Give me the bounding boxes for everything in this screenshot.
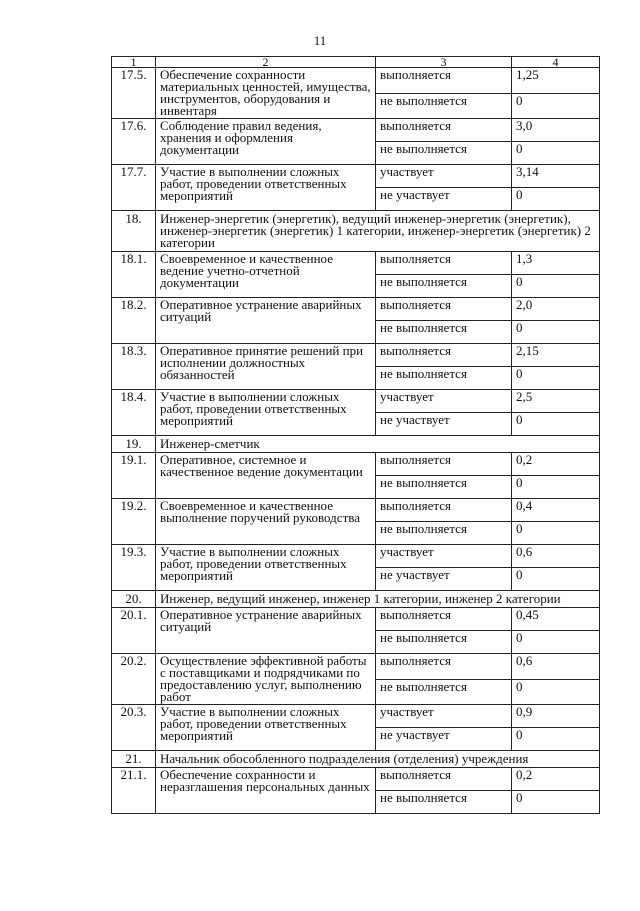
item-number: 17.5. — [112, 68, 156, 119]
item-number: 19.1. — [112, 453, 156, 499]
section-title: Инженер-энергетик (энергетик), ведущий инженер-энергетик (энергетик), инженер-энергетик (энергетик) 1 категории, инженер-энергетик (энергетик) 2 категории — [156, 211, 600, 252]
condition-not-met: не выполняется — [376, 476, 512, 499]
section-title: Инженер, ведущий инженер, инженер 1 категории, инженер 2 категории — [156, 591, 600, 608]
condition-met: выполняется — [376, 499, 512, 522]
table-row — [112, 499, 600, 522]
section-number: 20. — [112, 591, 156, 608]
item-number: 18.2. — [112, 298, 156, 344]
condition-not-met: не участвует — [376, 413, 512, 436]
coefficient-met: 0,2 — [512, 453, 600, 476]
table-body — [112, 68, 600, 814]
condition-met: выполняется — [376, 608, 512, 631]
item-number: 20.1. — [112, 608, 156, 654]
item-number: 19.2. — [112, 499, 156, 545]
coefficient-not-met: 0 — [512, 142, 600, 165]
table-row — [112, 344, 600, 367]
condition-met: участвует — [376, 705, 512, 728]
coefficient-not-met: 0 — [512, 679, 600, 705]
condition-met: выполняется — [376, 298, 512, 321]
table-row — [112, 165, 600, 188]
coefficient-met: 2,15 — [512, 344, 600, 367]
table-header-row — [112, 57, 600, 68]
coefficient-met: 0,9 — [512, 705, 600, 728]
criteria-table — [111, 56, 600, 814]
criterion-description: Участие в выполнении сложных работ, проведении ответственных мероприятий — [156, 705, 376, 751]
item-number: 18.1. — [112, 252, 156, 298]
table-row — [112, 390, 600, 413]
coefficient-met: 3,0 — [512, 119, 600, 142]
criterion-description: Оперативное устранение аварийных ситуаций — [156, 608, 376, 654]
section-number: 18. — [112, 211, 156, 252]
criterion-description: Оперативное, системное и качественное ведение документации — [156, 453, 376, 499]
coefficient-met: 0,6 — [512, 654, 600, 680]
coefficient-not-met: 0 — [512, 522, 600, 545]
condition-not-met: не выполняется — [376, 791, 512, 814]
condition-met: участвует — [376, 165, 512, 188]
condition-not-met: не выполняется — [376, 631, 512, 654]
item-number: 20.3. — [112, 705, 156, 751]
condition-not-met: не участвует — [376, 568, 512, 591]
condition-met: выполняется — [376, 68, 512, 94]
coefficient-not-met: 0 — [512, 631, 600, 654]
coefficient-not-met: 0 — [512, 188, 600, 211]
column-header: 1 — [112, 57, 156, 68]
criterion-description: Осуществление эффективной работы с поставщиками и подрядчиками по предоставлению услуг, выполнению работ — [156, 654, 376, 705]
coefficient-met: 0,45 — [512, 608, 600, 631]
section-title: Инженер-сметчик — [156, 436, 600, 453]
condition-not-met: не участвует — [376, 728, 512, 751]
condition-met: участвует — [376, 390, 512, 413]
section-title: Начальник обособленного подразделения (отделения) учреждения — [156, 751, 600, 768]
table-row — [112, 705, 600, 728]
item-number: 18.4. — [112, 390, 156, 436]
table-row — [112, 68, 600, 94]
item-number: 17.7. — [112, 165, 156, 211]
condition-not-met: не выполняется — [376, 679, 512, 705]
section-row — [112, 591, 600, 608]
condition-not-met: не выполняется — [376, 367, 512, 390]
condition-met: выполняется — [376, 654, 512, 680]
coefficient-not-met: 0 — [512, 413, 600, 436]
condition-met: выполняется — [376, 344, 512, 367]
section-row — [112, 211, 600, 252]
condition-not-met: не выполняется — [376, 321, 512, 344]
condition-not-met: не выполняется — [376, 275, 512, 298]
item-number: 19.3. — [112, 545, 156, 591]
condition-met: выполняется — [376, 252, 512, 275]
coefficient-not-met: 0 — [512, 367, 600, 390]
table-row — [112, 252, 600, 275]
condition-not-met: не выполняется — [376, 93, 512, 119]
table-row — [112, 608, 600, 631]
section-number: 21. — [112, 751, 156, 768]
coefficient-met: 2,5 — [512, 390, 600, 413]
condition-met: участвует — [376, 545, 512, 568]
condition-met: выполняется — [376, 768, 512, 791]
table-row — [112, 768, 600, 791]
criterion-description: Своевременное и качественное выполнение поручений руководства — [156, 499, 376, 545]
criterion-description: Оперативное принятие решений при исполнении должностных обязанностей — [156, 344, 376, 390]
coefficient-not-met: 0 — [512, 321, 600, 344]
table-row — [112, 654, 600, 680]
page-number: 11 — [313, 33, 327, 48]
coefficient-met: 0,2 — [512, 768, 600, 791]
condition-not-met: не выполняется — [376, 522, 512, 545]
coefficient-not-met: 0 — [512, 275, 600, 298]
column-header: 4 — [512, 57, 600, 68]
coefficient-not-met: 0 — [512, 791, 600, 814]
criterion-description: Участие в выполнении сложных работ, проведении ответственных мероприятий — [156, 545, 376, 591]
coefficient-not-met: 0 — [512, 728, 600, 751]
coefficient-met: 1,25 — [512, 68, 600, 94]
section-row — [112, 751, 600, 768]
table-row — [112, 453, 600, 476]
table-row — [112, 298, 600, 321]
column-header: 3 — [376, 57, 512, 68]
coefficient-not-met: 0 — [512, 93, 600, 119]
section-row — [112, 436, 600, 453]
section-number: 19. — [112, 436, 156, 453]
coefficient-met: 0,6 — [512, 545, 600, 568]
condition-met: выполняется — [376, 453, 512, 476]
item-number: 21.1. — [112, 768, 156, 814]
column-header: 2 — [156, 57, 376, 68]
criterion-description: Оперативное устранение аварийных ситуаций — [156, 298, 376, 344]
criterion-description: Обеспечение сохранности материальных ценностей, имущества, инструментов, оборудования и инвентаря — [156, 68, 376, 119]
coefficient-met: 2,0 — [512, 298, 600, 321]
condition-not-met: не выполняется — [376, 142, 512, 165]
criterion-description: Своевременное и качественное ведение учетно-отчетной документации — [156, 252, 376, 298]
coefficient-met: 0,4 — [512, 499, 600, 522]
coefficient-not-met: 0 — [512, 476, 600, 499]
coefficient-met: 3,14 — [512, 165, 600, 188]
criterion-description: Обеспечение сохранности и неразглашения персональных данных — [156, 768, 376, 814]
item-number: 20.2. — [112, 654, 156, 705]
condition-not-met: не участвует — [376, 188, 512, 211]
criterion-description: Участие в выполнении сложных работ, проведении ответственных мероприятий — [156, 165, 376, 211]
table-row — [112, 545, 600, 568]
criterion-description: Участие в выполнении сложных работ, проведении ответственных мероприятий — [156, 390, 376, 436]
coefficient-met: 1,3 — [512, 252, 600, 275]
criterion-description: Соблюдение правил ведения, хранения и оформления документации — [156, 119, 376, 165]
item-number: 17.6. — [112, 119, 156, 165]
item-number: 18.3. — [112, 344, 156, 390]
table-row — [112, 119, 600, 142]
condition-met: выполняется — [376, 119, 512, 142]
coefficient-not-met: 0 — [512, 568, 600, 591]
